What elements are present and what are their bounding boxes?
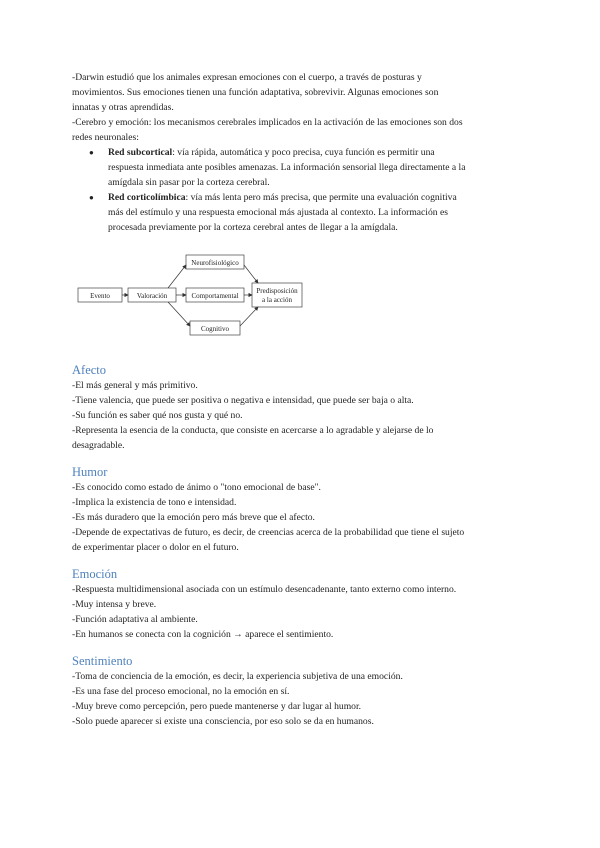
section-line: -Depende de expectativas de futuro, es decir, de creencias acerca de la probabilidad que tiene el sujeto xyxy=(72,527,465,538)
section-line: -Es más duradero que la emoción pero más breve que el afecto. xyxy=(72,512,315,523)
section-line: -Representa la esencia de la conducta, que consiste en acercarse a lo agradable y alejarse de lo xyxy=(72,425,434,436)
intro-line: redes neuronales: xyxy=(72,132,139,143)
section-emocion xyxy=(72,566,532,642)
emotion-process-diagram xyxy=(72,238,532,348)
section-line: -Función adaptativa al ambiente. xyxy=(72,614,198,625)
intro-paragraph xyxy=(72,70,532,145)
arrow xyxy=(168,302,190,326)
document-page xyxy=(72,70,532,729)
arrow xyxy=(240,307,258,326)
predis-label-2: a la acción xyxy=(262,296,292,304)
arrow xyxy=(244,265,258,283)
section-line: -Muy breve como percepción, pero puede mantenerse y dar lugar al humor. xyxy=(72,701,362,712)
list-item xyxy=(72,190,532,235)
section-line: -En humanos se conecta con la cognición → aparece el sentimiento. xyxy=(72,629,334,640)
section-line: desagradable. xyxy=(72,440,125,451)
bullet-line: procesada previamente por la corteza cerebral antes de llegar a la amígdala. xyxy=(108,222,398,233)
section-line: -Es una fase del proceso emocional, no la emoción en sí. xyxy=(72,686,290,697)
bullet-line: : vía rápida, automática y poco precisa, cuya función es permitir una xyxy=(172,147,435,158)
section-line: -Su función es saber qué nos gusta y qué no. xyxy=(72,410,243,421)
section-line: -Solo puede aparecer si existe una consciencia, por eso solo se da en humanos. xyxy=(72,716,374,727)
diagram-svg xyxy=(72,238,312,348)
neuro-label: Neurofisiológico xyxy=(191,259,239,267)
section-heading: Humor xyxy=(72,465,108,479)
intro-line: -Cerebro y emoción: los mecanismos cerebrales implicados en la activación de las emociones son dos xyxy=(72,117,463,128)
section-line: -Tiene valencia, que puede ser positiva o negativa e intensidad, que puede ser baja o alta. xyxy=(72,395,414,406)
arrow xyxy=(168,265,186,288)
bullet-line: : vía más lenta pero más precisa, que permite una evaluación cognitiva xyxy=(185,192,457,203)
section-humor xyxy=(72,464,532,555)
bullet-icon: ● xyxy=(89,193,94,202)
evento-label: Evento xyxy=(90,292,110,300)
section-heading: Emoción xyxy=(72,567,118,581)
section-sentimiento xyxy=(72,653,532,729)
section-heading: Afecto xyxy=(72,363,107,377)
comport-label: Comportamental xyxy=(191,292,239,300)
section-heading: Sentimiento xyxy=(72,654,133,668)
intro-line: innatas y otras aprendidas. xyxy=(72,102,174,113)
valoracion-label: Valoración xyxy=(136,292,168,300)
list-item xyxy=(72,145,532,190)
section-line: -Muy intensa y breve. xyxy=(72,599,157,610)
intro-line: -Darwin estudió que los animales expresan emociones con el cuerpo, a través de posturas y xyxy=(72,72,422,83)
section-line: -Implica la existencia de tono e intensidad. xyxy=(72,497,237,508)
bullet-line: respuesta inmediata ante posibles amenazas. La información sensorial llega directamente a la xyxy=(108,162,466,173)
cogn-label: Cognitivo xyxy=(200,325,230,333)
section-line: -Respuesta multidimensional asociada con un estímulo desencadenante, tanto externo como interno. xyxy=(72,584,457,595)
section-line: -Toma de conciencia de la emoción, es decir, la experiencia subjetiva de una emoción. xyxy=(72,671,403,682)
predis-label-1: Predisposición xyxy=(256,287,298,295)
intro-line: movimientos. Sus emociones tienen una función adaptativa, sobrevivir. Algunas emociones son xyxy=(72,87,439,98)
bullet-term: Red corticolímbica xyxy=(108,192,186,203)
bullet-line: más del estímulo y una respuesta emocional más ajustada al contexto. La información es xyxy=(108,207,448,218)
bullet-icon: ● xyxy=(89,148,94,157)
section-line: -El más general y más primitivo. xyxy=(72,380,198,391)
bullet-line: amígdala sin pasar por la corteza cerebral. xyxy=(108,177,270,188)
section-afecto xyxy=(72,362,532,453)
neural-networks-list xyxy=(72,145,532,235)
section-line: -Es conocido como estado de ánimo o "tono emocional de base". xyxy=(72,482,321,493)
section-line: de experimentar placer o dolor en el futuro. xyxy=(72,542,239,553)
bullet-term: Red subcortical xyxy=(108,147,173,158)
